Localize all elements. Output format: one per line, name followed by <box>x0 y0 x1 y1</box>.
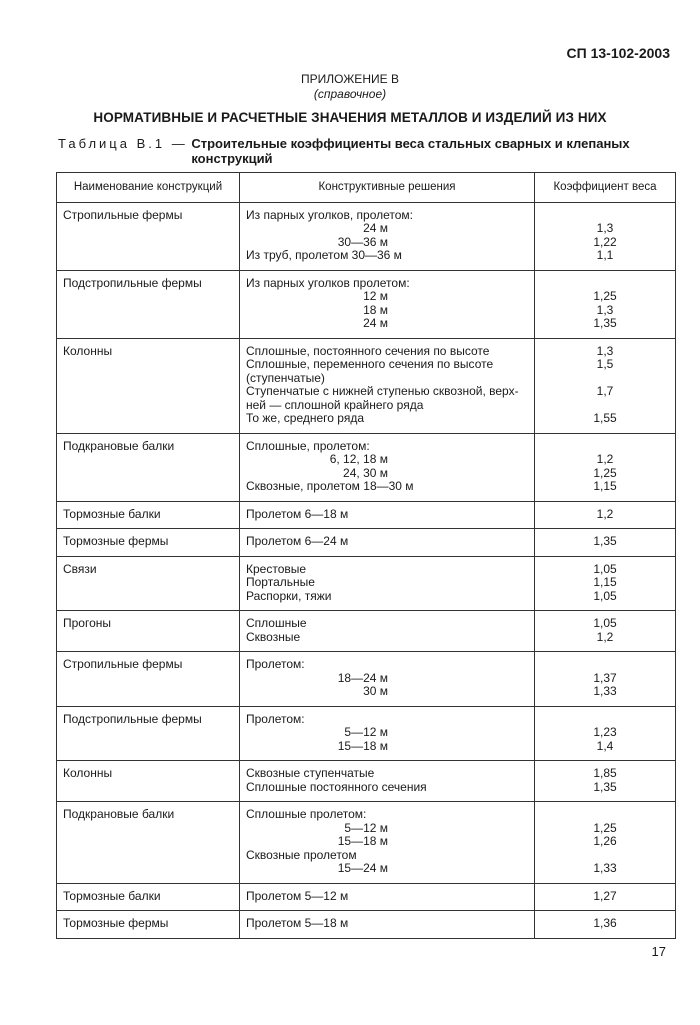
weight-coefficients <box>535 202 676 270</box>
construction-name: Подстропильные фермы <box>57 706 240 761</box>
table-row <box>57 761 676 802</box>
solution-text: (ступенчатые) <box>246 370 325 385</box>
construction-name: Подкрановые балки <box>57 433 240 501</box>
solution-text: 15—18 м <box>337 834 388 848</box>
design-solutions <box>240 652 535 707</box>
construction-name: Прогоны <box>57 611 240 652</box>
column-header-name: Наименование конструкций <box>57 173 240 203</box>
design-solutions <box>240 706 535 761</box>
solution-text: ней — сплошной крайнего ряда <box>246 397 424 412</box>
solution-text: Пролетом 5—18 м <box>246 916 349 930</box>
solution-line <box>246 222 528 236</box>
solution-line <box>246 385 528 399</box>
design-solutions <box>240 611 535 652</box>
solution-text: Сплошные, пролетом: <box>246 438 370 453</box>
solution-line <box>246 399 528 413</box>
solution-text: Из парных уголков, пролетом: <box>246 207 413 222</box>
table-row <box>57 883 676 911</box>
solution-text: Сквозные, пролетом 18—30 м <box>246 479 414 493</box>
solution-line <box>246 236 528 250</box>
solution-line <box>246 849 528 863</box>
table-row <box>57 433 676 501</box>
solution-line <box>246 713 528 727</box>
solution-text: 18 м <box>363 302 388 317</box>
solution-line <box>246 249 528 263</box>
coefficient-value: 1,22 <box>593 234 617 249</box>
construction-name: Подстропильные фермы <box>57 270 240 338</box>
solution-text: Портальные <box>246 575 315 589</box>
design-solutions <box>240 802 535 884</box>
coefficient-value: 1,35 <box>593 779 617 794</box>
solution-line <box>246 862 528 876</box>
coefficient-value <box>541 277 669 291</box>
solution-text: 5—12 м <box>344 725 388 739</box>
solution-text: 5—12 м <box>344 820 388 835</box>
table-header-row <box>57 173 676 203</box>
solution-text: 24, 30 м <box>343 465 388 480</box>
main-title: НОРМАТИВНЫЕ И РАСЧЕТНЫЕ ЗНАЧЕНИЯ МЕТАЛЛОВ И ИЗДЕЛИЙ ИЗ НИХ <box>93 110 607 125</box>
solution-text: Распорки, тяжи <box>246 588 332 603</box>
coefficient-value: 1,05 <box>593 588 617 603</box>
coefficient-value: 1,4 <box>596 738 614 753</box>
table-caption-text: Строительные коэффициенты веса стальных сварных и клепаных конструкций <box>191 136 630 166</box>
coefficient-value: 1,55 <box>593 411 617 425</box>
table-row <box>57 270 676 338</box>
solution-line <box>246 685 528 699</box>
design-solutions <box>240 501 535 529</box>
weight-coefficients <box>535 706 676 761</box>
weight-coefficients <box>535 911 676 939</box>
solution-text: Сквозные <box>246 629 301 644</box>
coefficient-value: 1,05 <box>593 616 617 630</box>
coefficients-table <box>56 172 676 939</box>
column-header-coefficient: Коэффициент веса <box>535 173 676 203</box>
construction-name: Стропильные фермы <box>57 202 240 270</box>
coefficient-value: 1,2 <box>596 629 614 644</box>
solution-text: Из труб, пролетом 30—36 м <box>246 248 402 262</box>
solution-line <box>246 412 528 426</box>
coefficient-value: 1,85 <box>593 766 617 780</box>
construction-name: Связи <box>57 556 240 611</box>
solution-line <box>246 372 528 386</box>
table-caption <box>58 136 631 166</box>
table-row <box>57 706 676 761</box>
solution-line <box>246 672 528 686</box>
weight-coefficients <box>535 270 676 338</box>
solution-line <box>246 317 528 331</box>
appendix-title: ПРИЛОЖЕНИЕ В <box>301 72 399 86</box>
solution-text: Сквозные ступенчатые <box>246 766 375 780</box>
column-header-solutions: Конструктивные решения <box>240 173 535 203</box>
solution-line <box>246 767 528 781</box>
weight-coefficients <box>535 802 676 884</box>
document-code: СП 13-102-2003 <box>566 45 670 61</box>
design-solutions <box>240 270 535 338</box>
coefficient-value <box>541 808 669 822</box>
coefficient-value: 1,27 <box>593 888 617 903</box>
construction-name: Колонны <box>57 761 240 802</box>
coefficient-value: 1,2 <box>596 452 614 466</box>
coefficient-value: 1,15 <box>593 575 617 589</box>
solution-line <box>246 808 528 822</box>
coefficient-value: 1,33 <box>593 861 617 875</box>
coefficient-value: 1,15 <box>593 479 617 493</box>
weight-coefficients <box>535 652 676 707</box>
table-row <box>57 556 676 611</box>
coefficient-value <box>541 713 669 727</box>
construction-name: Колонны <box>57 338 240 433</box>
solution-text: Сплошные пролетом: <box>246 807 367 821</box>
solution-text: Из парных уголков пролетом: <box>246 275 410 290</box>
construction-name: Тормозные фермы <box>57 529 240 557</box>
solution-line <box>246 453 528 467</box>
coefficient-value: 1,35 <box>593 534 617 548</box>
solution-text: 24 м <box>363 221 388 235</box>
table-row <box>57 802 676 884</box>
design-solutions <box>240 556 535 611</box>
construction-name: Стропильные фермы <box>57 652 240 707</box>
solution-text: Пролетом 6—18 м <box>246 506 349 521</box>
table-row <box>57 501 676 529</box>
coefficient-value <box>541 399 669 413</box>
coefficient-value: 1,36 <box>593 916 617 930</box>
solution-text: Сплошные, переменного сечения по высоте <box>246 357 494 371</box>
solution-line <box>246 917 528 931</box>
solution-line <box>246 617 528 631</box>
solution-text: Пролетом 6—24 м <box>246 534 349 548</box>
appendix-heading <box>0 72 700 102</box>
weight-coefficients <box>535 338 676 433</box>
coefficient-value <box>541 209 669 223</box>
coefficient-value <box>541 658 669 672</box>
solution-line <box>246 781 528 795</box>
solution-text: Крестовые <box>246 561 307 576</box>
coefficient-value: 1,7 <box>596 384 614 398</box>
solution-line <box>246 290 528 304</box>
coefficient-value: 1,25 <box>593 465 617 480</box>
solution-line <box>246 508 528 522</box>
solution-line <box>246 304 528 318</box>
solution-line <box>246 563 528 577</box>
design-solutions <box>240 433 535 501</box>
weight-coefficients <box>535 883 676 911</box>
solution-line <box>246 726 528 740</box>
solution-text: 15—18 м <box>337 738 388 753</box>
page-number: 17 <box>651 944 666 959</box>
solution-text: Сплошные <box>246 616 307 630</box>
coefficient-value: 1,3 <box>596 221 614 235</box>
design-solutions <box>240 883 535 911</box>
coefficient-value <box>541 849 669 863</box>
solution-text: Пролетом: <box>246 711 305 726</box>
weight-coefficients <box>535 529 676 557</box>
solution-line <box>246 658 528 672</box>
solution-line <box>246 345 528 359</box>
table-caption-label: Таблица В.1 — <box>58 136 188 151</box>
table-row <box>57 652 676 707</box>
design-solutions <box>240 761 535 802</box>
weight-coefficients <box>535 761 676 802</box>
solution-line <box>246 209 528 223</box>
table-row <box>57 338 676 433</box>
solution-text: Ступенчатые с нижней ступенью сквозной, верх- <box>246 384 519 398</box>
solution-text: Пролетом 5—12 м <box>246 888 349 903</box>
solution-text: 24 м <box>363 316 388 330</box>
design-solutions <box>240 529 535 557</box>
solution-text: 18—24 м <box>337 670 388 685</box>
solution-text: Сплошные, постоянного сечения по высоте <box>246 343 490 358</box>
coefficient-value: 1,2 <box>596 506 614 521</box>
weight-coefficients <box>535 433 676 501</box>
solution-text: 30 м <box>363 684 388 698</box>
solution-line <box>246 467 528 481</box>
solution-line <box>246 590 528 604</box>
coefficient-value <box>541 440 669 454</box>
solution-line <box>246 835 528 849</box>
coefficient-value: 1,37 <box>593 670 617 685</box>
solution-line <box>246 740 528 754</box>
coefficient-value: 1,26 <box>593 834 617 848</box>
construction-name: Тормозные балки <box>57 501 240 529</box>
design-solutions <box>240 338 535 433</box>
coefficient-value: 1,33 <box>593 684 617 698</box>
table-row <box>57 911 676 939</box>
coefficient-value: 1,3 <box>596 302 614 317</box>
coefficient-value: 1,35 <box>593 316 617 330</box>
coefficient-value: 1,25 <box>593 820 617 835</box>
solution-line <box>246 631 528 645</box>
construction-name: Тормозные фермы <box>57 911 240 939</box>
solution-text: 30—36 м <box>337 234 388 249</box>
solution-text: Сквозные пролетом <box>246 847 357 862</box>
table-row <box>57 611 676 652</box>
table-row <box>57 529 676 557</box>
solution-text: Пролетом: <box>246 657 305 671</box>
solution-text: 12 м <box>363 289 388 303</box>
coefficient-value: 1,3 <box>596 343 614 358</box>
solution-line <box>246 277 528 291</box>
weight-coefficients <box>535 556 676 611</box>
solution-line <box>246 822 528 836</box>
solution-line <box>246 890 528 904</box>
appendix-subtitle: (справочное) <box>313 87 387 101</box>
weight-coefficients <box>535 501 676 529</box>
table-row <box>57 202 676 270</box>
solution-text: Сплошные постоянного сечения <box>246 779 427 794</box>
coefficient-value: 1,25 <box>593 289 617 303</box>
solution-text: То же, среднего ряда <box>246 411 364 425</box>
solution-line <box>246 535 528 549</box>
solution-text: 15—24 м <box>337 861 388 875</box>
coefficient-value: 1,05 <box>593 561 617 576</box>
design-solutions <box>240 911 535 939</box>
coefficient-value: 1,1 <box>596 248 614 262</box>
coefficient-value: 1,23 <box>593 725 617 739</box>
construction-name: Подкрановые балки <box>57 802 240 884</box>
solution-line <box>246 358 528 372</box>
solution-line <box>246 440 528 454</box>
coefficient-value: 1,5 <box>596 357 614 371</box>
coefficient-value <box>541 372 669 386</box>
solution-text: 6, 12, 18 м <box>329 452 388 466</box>
design-solutions <box>240 202 535 270</box>
solution-line <box>246 576 528 590</box>
construction-name: Тормозные балки <box>57 883 240 911</box>
weight-coefficients <box>535 611 676 652</box>
solution-line <box>246 480 528 494</box>
